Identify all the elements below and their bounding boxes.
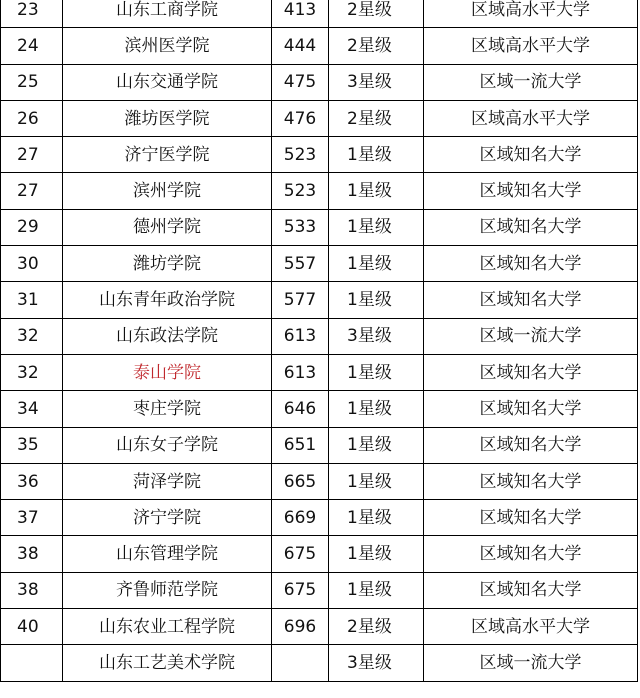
rank-cell: 35 [1, 427, 63, 463]
star-level-cell: 1星级 [329, 572, 424, 608]
table-row [1, 427, 638, 463]
score-cell: 675 [272, 572, 329, 608]
score-cell: 577 [272, 282, 329, 318]
rank-cell: 25 [1, 64, 63, 100]
table-row [1, 209, 638, 245]
university-name-cell: 德州学院 [63, 209, 272, 245]
rank-cell: 29 [1, 209, 63, 245]
university-name-cell: 山东交通学院 [63, 64, 272, 100]
score-cell: 476 [272, 100, 329, 136]
university-name-cell: 山东政法学院 [63, 318, 272, 354]
score-cell: 413 [272, 0, 329, 28]
university-name-cell: 齐鲁师范学院 [63, 572, 272, 608]
level-cell: 区域知名大学 [424, 427, 638, 463]
rank-cell: 32 [1, 318, 63, 354]
level-cell: 区域高水平大学 [424, 28, 638, 64]
table-row [1, 463, 638, 499]
score-cell: 557 [272, 246, 329, 282]
rank-cell: 31 [1, 282, 63, 318]
score-cell: 651 [272, 427, 329, 463]
star-level-cell: 1星级 [329, 500, 424, 536]
rank-cell: 27 [1, 173, 63, 209]
level-cell: 区域知名大学 [424, 282, 638, 318]
rank-cell: 37 [1, 500, 63, 536]
rank-cell: 32 [1, 354, 63, 390]
score-cell: 523 [272, 173, 329, 209]
star-level-cell: 1星级 [329, 427, 424, 463]
star-level-cell: 2星级 [329, 28, 424, 64]
rank-cell: 40 [1, 609, 63, 645]
university-name-cell: 滨州医学院 [63, 28, 272, 64]
level-cell: 区域高水平大学 [424, 100, 638, 136]
level-cell: 区域知名大学 [424, 572, 638, 608]
star-level-cell: 1星级 [329, 536, 424, 572]
university-name-cell: 山东工艺美术学院 [63, 645, 272, 681]
score-cell: 613 [272, 354, 329, 390]
table-row [1, 100, 638, 136]
university-name-cell: 济宁医学院 [63, 137, 272, 173]
star-level-cell: 1星级 [329, 391, 424, 427]
rank-cell: 23 [1, 0, 63, 28]
score-cell: 523 [272, 137, 329, 173]
table-row [1, 28, 638, 64]
score-cell: 613 [272, 318, 329, 354]
star-level-cell: 2星级 [329, 609, 424, 645]
star-level-cell: 3星级 [329, 645, 424, 681]
star-level-cell: 1星级 [329, 173, 424, 209]
score-cell: 533 [272, 209, 329, 245]
level-cell: 区域一流大学 [424, 64, 638, 100]
level-cell: 区域知名大学 [424, 500, 638, 536]
level-cell: 区域知名大学 [424, 173, 638, 209]
star-level-cell: 1星级 [329, 463, 424, 499]
table-row [1, 246, 638, 282]
star-level-cell: 1星级 [329, 246, 424, 282]
university-name-cell: 菏泽学院 [63, 463, 272, 499]
table-row [1, 0, 638, 28]
university-name-cell: 潍坊医学院 [63, 100, 272, 136]
score-cell: 646 [272, 391, 329, 427]
level-cell: 区域知名大学 [424, 391, 638, 427]
university-name-cell: 山东女子学院 [63, 427, 272, 463]
score-cell: 696 [272, 609, 329, 645]
university-name-cell: 山东青年政治学院 [63, 282, 272, 318]
level-cell: 区域知名大学 [424, 536, 638, 572]
table-row [1, 572, 638, 608]
table-row [1, 64, 638, 100]
score-cell: 675 [272, 536, 329, 572]
table-row [1, 500, 638, 536]
level-cell: 区域一流大学 [424, 318, 638, 354]
star-level-cell: 1星级 [329, 209, 424, 245]
score-cell: 669 [272, 500, 329, 536]
level-cell: 区域一流大学 [424, 645, 638, 681]
university-name-cell: 潍坊学院 [63, 246, 272, 282]
level-cell: 区域高水平大学 [424, 609, 638, 645]
star-level-cell: 3星级 [329, 318, 424, 354]
university-name-cell: 山东工商学院 [63, 0, 272, 28]
university-name-cell: 济宁学院 [63, 500, 272, 536]
level-cell: 区域知名大学 [424, 463, 638, 499]
level-cell: 区域知名大学 [424, 354, 638, 390]
university-name-cell: 泰山学院 [63, 354, 272, 390]
rank-cell: 26 [1, 100, 63, 136]
rank-cell: 27 [1, 137, 63, 173]
level-cell: 区域高水平大学 [424, 0, 638, 28]
table-row [1, 318, 638, 354]
table-row [1, 391, 638, 427]
level-cell: 区域知名大学 [424, 246, 638, 282]
rank-cell: 30 [1, 246, 63, 282]
score-cell: 444 [272, 28, 329, 64]
star-level-cell: 1星级 [329, 354, 424, 390]
rank-cell: 24 [1, 28, 63, 64]
table-row [1, 282, 638, 318]
star-level-cell: 3星级 [329, 64, 424, 100]
level-cell: 区域知名大学 [424, 137, 638, 173]
university-name-cell: 滨州学院 [63, 173, 272, 209]
table-row [1, 137, 638, 173]
university-name-cell: 枣庄学院 [63, 391, 272, 427]
rank-cell: 38 [1, 572, 63, 608]
score-cell [272, 645, 329, 681]
rank-cell: 36 [1, 463, 63, 499]
table-row [1, 645, 638, 681]
score-cell: 665 [272, 463, 329, 499]
rank-cell: 38 [1, 536, 63, 572]
level-cell: 区域知名大学 [424, 209, 638, 245]
table-row [1, 354, 638, 390]
star-level-cell: 1星级 [329, 282, 424, 318]
ranking-table-body [1, 0, 638, 681]
university-name-cell: 山东管理学院 [63, 536, 272, 572]
university-name-cell: 山东农业工程学院 [63, 609, 272, 645]
rank-cell [1, 645, 63, 681]
table-row [1, 536, 638, 572]
rank-cell: 34 [1, 391, 63, 427]
table-row [1, 173, 638, 209]
score-cell: 475 [272, 64, 329, 100]
table-row [1, 609, 638, 645]
star-level-cell: 1星级 [329, 137, 424, 173]
star-level-cell: 2星级 [329, 100, 424, 136]
star-level-cell: 2星级 [329, 0, 424, 28]
